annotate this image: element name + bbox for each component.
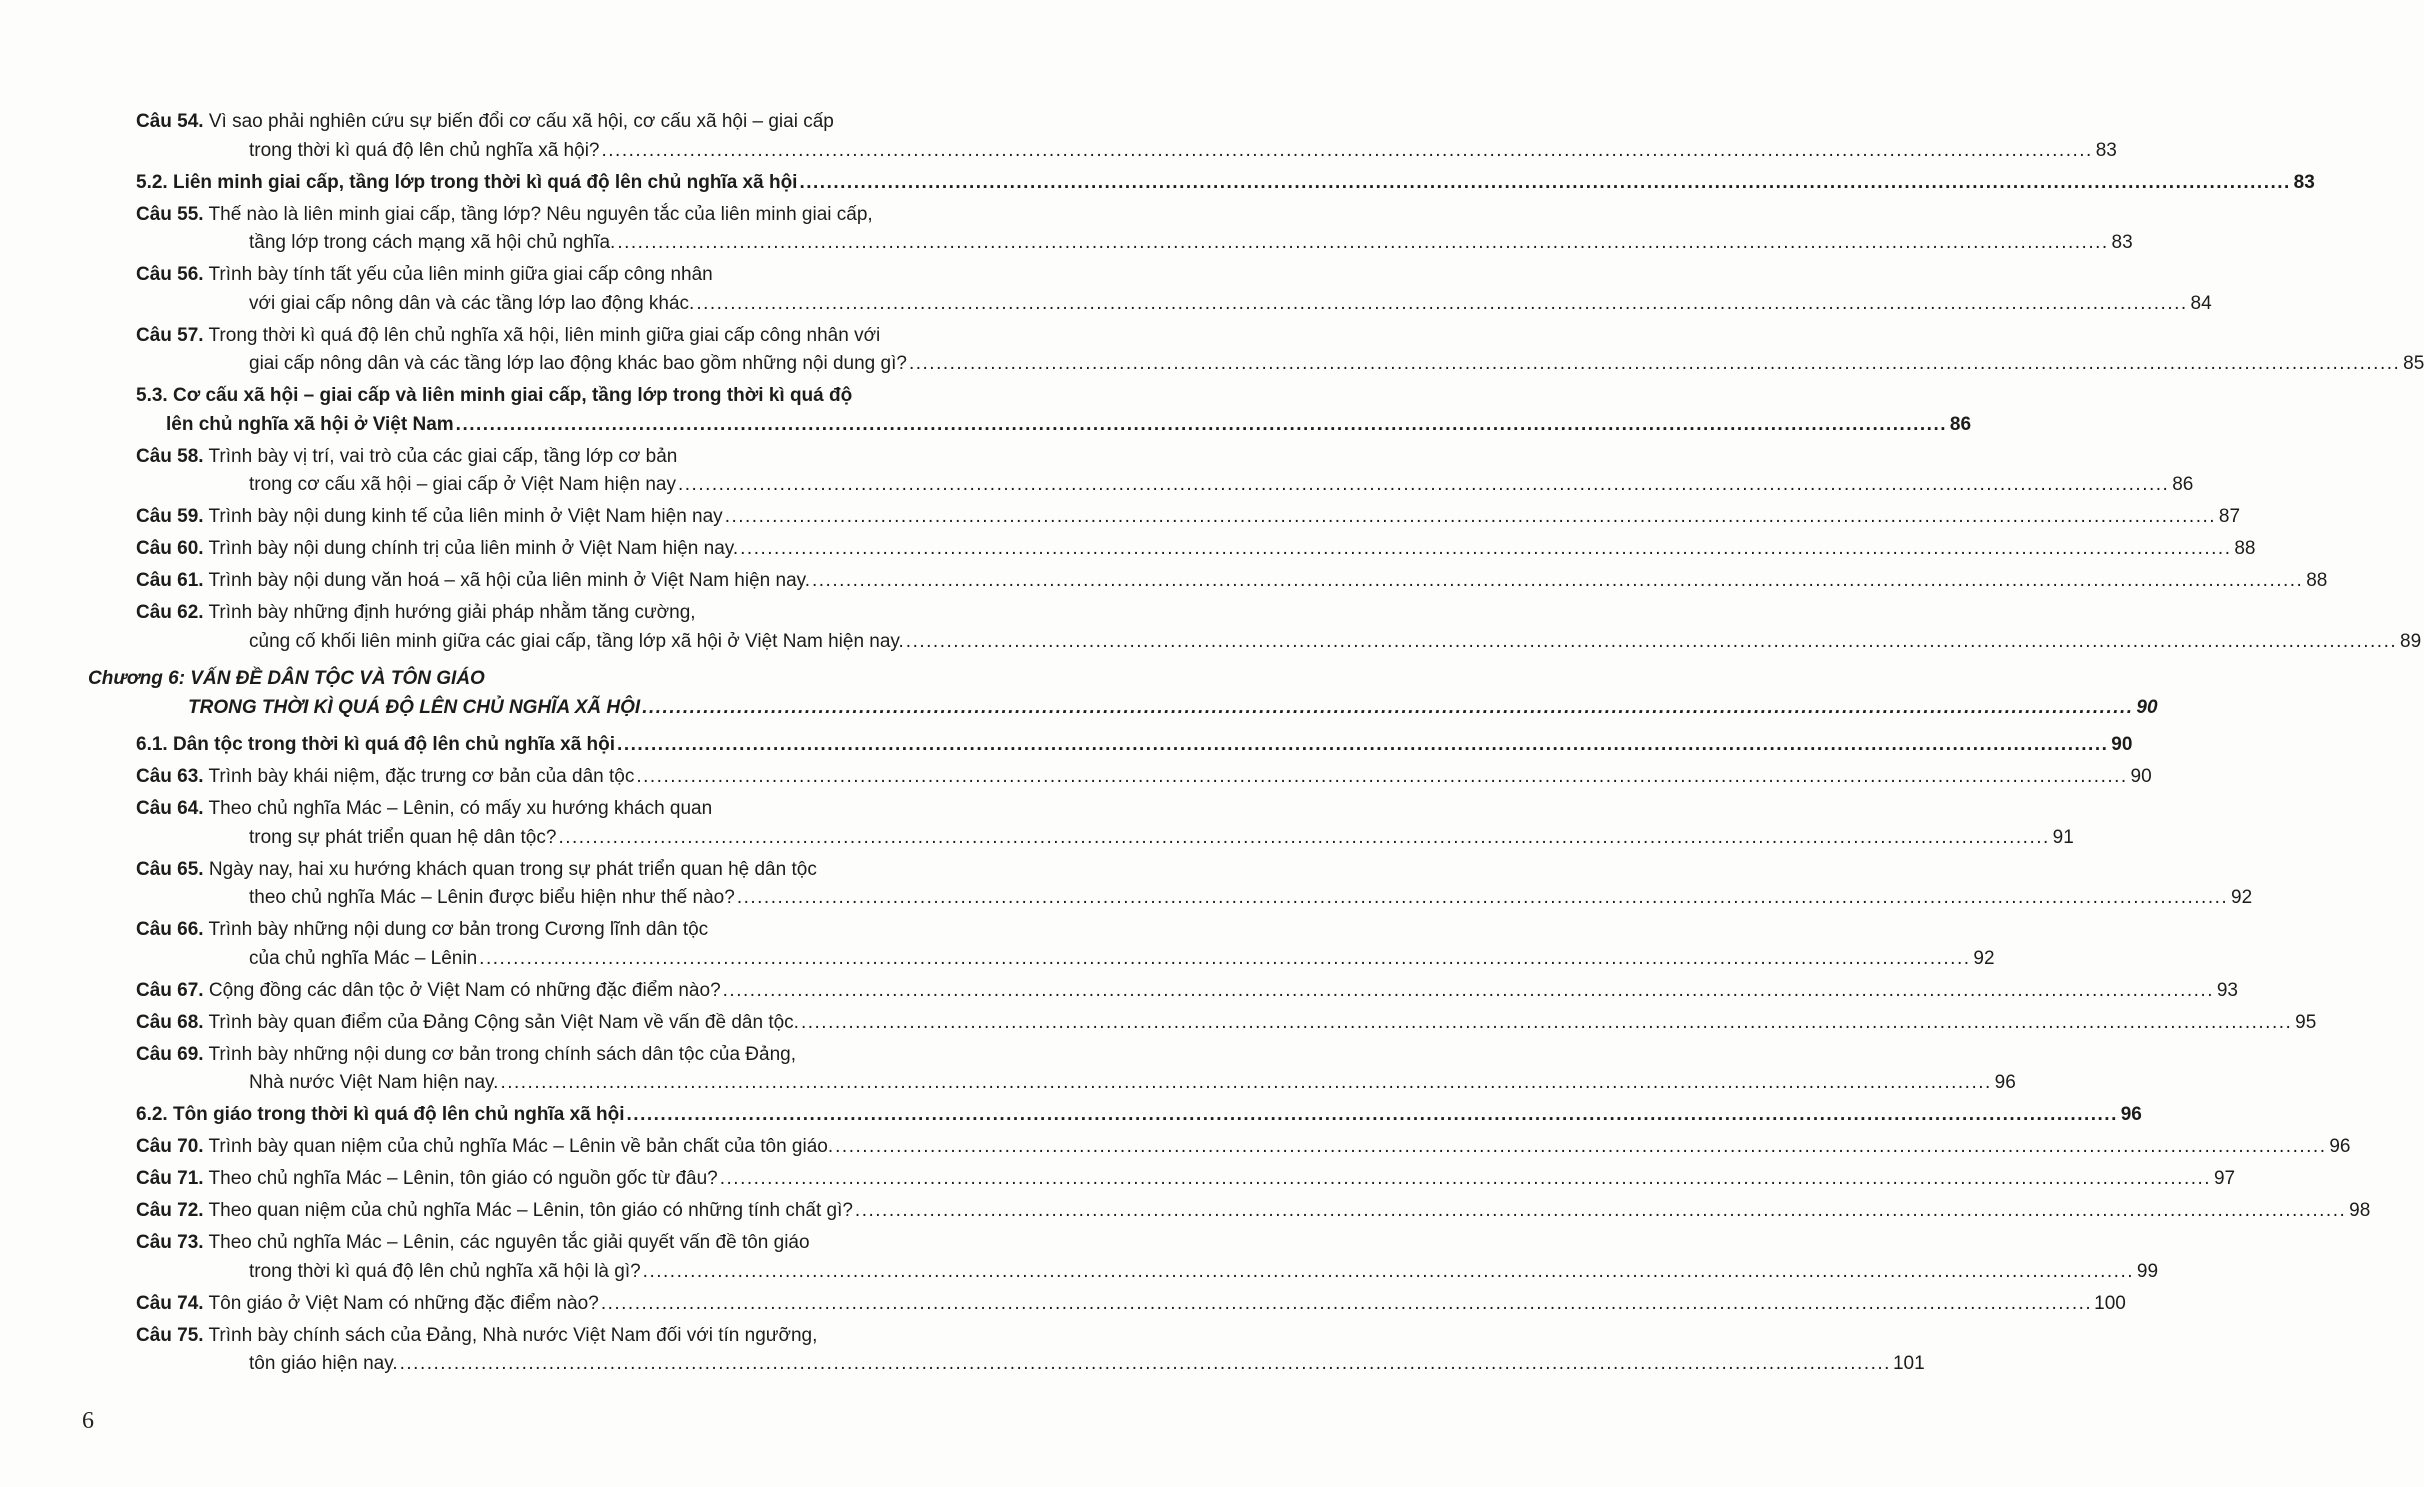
entry-title-line: TRONG THỜI KÌ QUÁ ĐỘ LÊN CHỦ NGHĨA XÃ HỘI bbox=[188, 696, 641, 718]
question-label: Câu 74. bbox=[136, 1292, 204, 1314]
entry-title-line: 5.2. Liên minh giai cấp, tầng lớp trong thời kì quá độ lên chủ nghĩa xã hội bbox=[136, 171, 798, 193]
toc-question-entry[interactable] bbox=[136, 1290, 2126, 1319]
entry-page-number: 87 bbox=[2218, 506, 2241, 527]
entry-title-line: Trong thời kì quá độ lên chủ nghĩa xã hội, liên minh giữa giai cấp công nhân với bbox=[208, 324, 881, 346]
entry-title-line: Trình bày quan điểm của Đảng Cộng sản Việt Nam về vấn đề dân tộc. bbox=[208, 1011, 799, 1033]
entry-title-line: của chủ nghĩa Mác – Lênin bbox=[249, 947, 478, 969]
entry-title-line: lên chủ nghĩa xã hội ở Việt Nam bbox=[166, 413, 454, 435]
question-label: Câu 73. bbox=[136, 1232, 204, 1253]
entry-page-number: 88 bbox=[2234, 538, 2256, 559]
entry-title-line: trong thời kì quá độ lên chủ nghĩa xã hội là gì? bbox=[249, 1260, 641, 1282]
toc-question-entry[interactable] bbox=[136, 1165, 2236, 1194]
toc-question-entry[interactable] bbox=[136, 1322, 1925, 1379]
toc-section-entry[interactable] bbox=[136, 731, 2133, 760]
dot-leader: ............................................................................................................................................................................................................................ bbox=[399, 1353, 1891, 1374]
entry-title-line: trong sự phát triển quan hệ dân tộc? bbox=[249, 826, 557, 848]
question-label: Câu 56. bbox=[136, 264, 204, 285]
entry-title-line: Theo quan niệm của chủ nghĩa Mác – Lênin, tôn giáo có những tính chất gì? bbox=[208, 1200, 853, 1221]
entry-page-number: 98 bbox=[2349, 1200, 2371, 1221]
question-label: Câu 71. bbox=[136, 1168, 204, 1189]
dot-leader: ............................................................................................................................................................................................................................ bbox=[500, 1072, 1992, 1093]
toc-question-entry[interactable] bbox=[136, 322, 2424, 379]
entry-title-line: Nhà nước Việt Nam hiện nay. bbox=[249, 1072, 499, 1093]
dot-leader: ............................................................................................................................................................................................................................ bbox=[636, 766, 2128, 787]
entry-title-line: Trình bày tính tất yếu của liên minh giữa giai cấp công nhân bbox=[208, 264, 713, 285]
entry-title-line: 6.2. Tôn giáo trong thời kì quá độ lên chủ nghĩa xã hội bbox=[136, 1104, 625, 1125]
entry-title-line: giai cấp nông dân và các tầng lớp lao động khác bao gồm những nội dung gì? bbox=[249, 353, 907, 374]
toc-question-entry[interactable] bbox=[136, 916, 1995, 973]
entry-page-number: 89 bbox=[2400, 630, 2422, 652]
entry-title-line: trong thời kì quá độ lên chủ nghĩa xã hội? bbox=[249, 139, 600, 161]
question-label: Câu 64. bbox=[136, 798, 204, 819]
question-label: Câu 70. bbox=[136, 1136, 204, 1157]
toc-question-entry[interactable] bbox=[136, 795, 2074, 852]
dot-leader: ............................................................................................................................................................................................................................ bbox=[722, 979, 2214, 1001]
toc-section-entry[interactable] bbox=[136, 382, 1972, 439]
dot-leader: ............................................................................................................................................................................................................................ bbox=[696, 292, 2188, 314]
entry-page-number: 90 bbox=[2136, 696, 2158, 718]
dot-leader: ............................................................................................................................................................................................................................ bbox=[905, 630, 2398, 652]
entry-title-line: Trình bày nội dung chính trị của liên minh ở Việt Nam hiện nay. bbox=[208, 538, 739, 559]
question-label: Câu 66. bbox=[136, 919, 204, 940]
question-label: Câu 65. bbox=[136, 858, 204, 880]
question-label: Câu 67. bbox=[136, 979, 204, 1001]
entry-title-line: Theo chủ nghĩa Mác – Lênin, có mấy xu hướng khách quan bbox=[208, 798, 713, 819]
toc-section-entry[interactable] bbox=[136, 1101, 2142, 1130]
entry-title-line: củng cố khối liên minh giữa các giai cấp, tầng lớp xã hội ở Việt Nam hiện nay. bbox=[249, 630, 904, 652]
entry-page-number: 96 bbox=[2329, 1136, 2351, 1157]
question-label: Câu 57. bbox=[136, 324, 204, 346]
dot-leader: ............................................................................................................................................................................................................................ bbox=[835, 1136, 2327, 1157]
toc-question-entry[interactable] bbox=[136, 599, 2422, 656]
question-label: Câu 63. bbox=[136, 766, 204, 787]
toc-chapter-entry[interactable] bbox=[88, 665, 2158, 722]
entry-title-line: Thế nào là liên minh giai cấp, tầng lớp? Nêu nguyên tắc của liên minh giai cấp, bbox=[208, 203, 873, 225]
page-number: 6 bbox=[82, 1408, 94, 1434]
dot-leader: ............................................................................................................................................................................................................................ bbox=[740, 538, 2232, 559]
dot-leader: ............................................................................................................................................................................................................................ bbox=[617, 734, 2109, 755]
dot-leader: ............................................................................................................................................................................................................................ bbox=[600, 1292, 2093, 1314]
dot-leader: ............................................................................................................................................................................................................................ bbox=[617, 232, 2109, 253]
dot-leader: ............................................................................................................................................................................................................................ bbox=[677, 474, 2170, 495]
entry-page-number: 86 bbox=[1949, 413, 1972, 435]
entry-title-line: Chương 6: VẤN ĐỀ DÂN TỘC VÀ TÔN GIÁO bbox=[88, 668, 485, 689]
question-label: Câu 72. bbox=[136, 1200, 204, 1221]
toc-question-entry[interactable] bbox=[136, 1229, 2159, 1286]
entry-page-number: 101 bbox=[1892, 1353, 1925, 1374]
toc-question-entry[interactable] bbox=[136, 1041, 2016, 1098]
entry-title-line: với giai cấp nông dân và các tầng lớp lao động khác. bbox=[249, 292, 695, 314]
entry-page-number: 96 bbox=[2120, 1104, 2142, 1125]
entry-page-number: 96 bbox=[1994, 1072, 2016, 1093]
entry-page-number: 91 bbox=[2052, 826, 2074, 848]
entry-page-number: 95 bbox=[2295, 1011, 2317, 1033]
question-label: Câu 61. bbox=[136, 570, 204, 591]
entry-title-line: Trình bày quan niệm của chủ nghĩa Mác – Lênin về bản chất của tôn giáo. bbox=[208, 1136, 834, 1157]
entry-title-line: Trình bày chính sách của Đảng, Nhà nước Việt Nam đối với tín ngưỡng, bbox=[208, 1324, 818, 1346]
dot-leader: ............................................................................................................................................................................................................................ bbox=[479, 947, 1971, 969]
question-label: Câu 59. bbox=[136, 506, 204, 527]
entry-title-line: 6.1. Dân tộc trong thời kì quá độ lên chủ nghĩa xã hội bbox=[136, 734, 616, 755]
dot-leader: ............................................................................................................................................................................................................................ bbox=[800, 1011, 2293, 1033]
entry-title-line: Theo chủ nghĩa Mác – Lênin, các nguyên tắc giải quyết vấn đề tôn giáo bbox=[208, 1232, 810, 1253]
entry-page-number: 99 bbox=[2136, 1260, 2159, 1282]
toc-question-entry[interactable] bbox=[136, 1197, 2371, 1226]
entry-title-line: Trình bày vị trí, vai trò của các giai cấp, tầng lớp cơ bản bbox=[208, 445, 678, 467]
dot-leader: ............................................................................................................................................................................................................................ bbox=[455, 413, 1948, 435]
entry-title-line: Trình bày khái niệm, đặc trưng cơ bản của dân tộc bbox=[208, 766, 635, 787]
entry-page-number: 100 bbox=[2094, 1292, 2126, 1314]
entry-title-line: theo chủ nghĩa Mác – Lênin được biểu hiện như thế nào? bbox=[249, 887, 735, 908]
toc-question-entry[interactable] bbox=[136, 535, 2256, 564]
entry-page-number: 83 bbox=[2095, 139, 2117, 161]
dot-leader: ............................................................................................................................................................................................................................ bbox=[558, 826, 2050, 848]
toc-question-entry[interactable] bbox=[136, 201, 2133, 258]
dot-leader: ............................................................................................................................................................................................................................ bbox=[601, 139, 2093, 161]
entry-page-number: 90 bbox=[2130, 766, 2152, 787]
entry-page-number: 93 bbox=[2216, 979, 2238, 1001]
dot-leader: ............................................................................................................................................................................................................................ bbox=[719, 1168, 2212, 1189]
entry-page-number: 97 bbox=[2213, 1168, 2236, 1189]
toc-section-entry[interactable] bbox=[136, 169, 2315, 198]
question-label: Câu 55. bbox=[136, 203, 204, 225]
dot-leader: ............................................................................................................................................................................................................................ bbox=[799, 171, 2291, 193]
toc-question-entry[interactable] bbox=[136, 1009, 2317, 1038]
entry-title-line: trong cơ cấu xã hội – giai cấp ở Việt Nam hiện nay bbox=[249, 474, 676, 495]
entry-title-line: 5.3. Cơ cấu xã hội – giai cấp và liên minh giai cấp, tầng lớp trong thời kì quá độ bbox=[136, 385, 853, 406]
entry-page-number: 88 bbox=[2306, 570, 2328, 591]
dot-leader: ............................................................................................................................................................................................................................ bbox=[642, 696, 2134, 718]
entry-page-number: 85 bbox=[2403, 353, 2424, 374]
toc-question-entry[interactable] bbox=[136, 1133, 2351, 1162]
question-label: Câu 58. bbox=[136, 445, 204, 467]
entry-page-number: 92 bbox=[2231, 887, 2253, 908]
dot-leader: ............................................................................................................................................................................................................................ bbox=[908, 353, 2401, 374]
entry-page-number: 90 bbox=[2111, 734, 2133, 755]
toc-question-entry[interactable] bbox=[136, 567, 2328, 596]
entry-title-line: Theo chủ nghĩa Mác – Lênin, tôn giáo có nguồn gốc từ đâu? bbox=[208, 1168, 718, 1189]
entry-page-number: 92 bbox=[1973, 947, 1995, 969]
toc-question-entry[interactable] bbox=[136, 443, 2194, 500]
toc-question-entry[interactable] bbox=[136, 261, 2212, 318]
dot-leader: ............................................................................................................................................................................................................................ bbox=[626, 1104, 2118, 1125]
question-label: Câu 62. bbox=[136, 602, 204, 623]
question-label: Câu 68. bbox=[136, 1011, 204, 1033]
dot-leader: ............................................................................................................................................................................................................................ bbox=[724, 506, 2217, 527]
entry-title-line: Tôn giáo ở Việt Nam có những đặc điểm nào? bbox=[208, 1292, 599, 1314]
entry-title-line: Ngày nay, hai xu hướng khách quan trong sự phát triển quan hệ dân tộc bbox=[208, 858, 817, 880]
entry-title-line: Trình bày những định hướng giải pháp nhằm tăng cường, bbox=[208, 602, 696, 623]
question-label: Câu 75. bbox=[136, 1324, 204, 1346]
question-label: Câu 54. bbox=[136, 111, 204, 132]
question-label: Câu 60. bbox=[136, 538, 204, 559]
entry-title-line: Trình bày những nội dung cơ bản trong chính sách dân tộc của Đảng, bbox=[208, 1043, 797, 1065]
entry-title-line: Trình bày nội dung kinh tế của liên minh ở Việt Nam hiện nay bbox=[208, 506, 723, 527]
dot-leader: ............................................................................................................................................................................................................................ bbox=[854, 1200, 2347, 1221]
toc-question-entry[interactable] bbox=[136, 977, 2238, 1006]
entry-title-line: Vì sao phải nghiên cứu sự biến đổi cơ cấu xã hội, cơ cấu xã hội – giai cấp bbox=[208, 111, 834, 132]
entry-title-line: tầng lớp trong cách mạng xã hội chủ nghĩa. bbox=[249, 232, 616, 253]
entry-title-line: tôn giáo hiện nay. bbox=[249, 1353, 398, 1374]
entry-page-number: 86 bbox=[2172, 474, 2194, 495]
table-of-contents bbox=[88, 108, 2424, 1379]
dot-leader: ............................................................................................................................................................................................................................ bbox=[736, 887, 2229, 908]
dot-leader: ............................................................................................................................................................................................................................ bbox=[812, 570, 2304, 591]
toc-question-entry[interactable] bbox=[136, 763, 2152, 792]
dot-leader: ............................................................................................................................................................................................................................ bbox=[642, 1260, 2135, 1282]
toc-question-entry[interactable] bbox=[136, 856, 2253, 913]
toc-question-entry[interactable] bbox=[136, 108, 2117, 165]
entry-title-line: Trình bày nội dung văn hoá – xã hội của liên minh ở Việt Nam hiện nay. bbox=[208, 570, 810, 591]
entry-page-number: 83 bbox=[2293, 171, 2315, 193]
toc-question-entry[interactable] bbox=[136, 503, 2241, 532]
entry-page-number: 83 bbox=[2111, 232, 2133, 253]
entry-page-number: 84 bbox=[2190, 292, 2212, 314]
entry-title-line: Cộng đồng các dân tộc ở Việt Nam có những đặc điểm nào? bbox=[208, 979, 721, 1001]
question-label: Câu 69. bbox=[136, 1043, 204, 1065]
entry-title-line: Trình bày những nội dung cơ bản trong Cương lĩnh dân tộc bbox=[208, 919, 709, 940]
